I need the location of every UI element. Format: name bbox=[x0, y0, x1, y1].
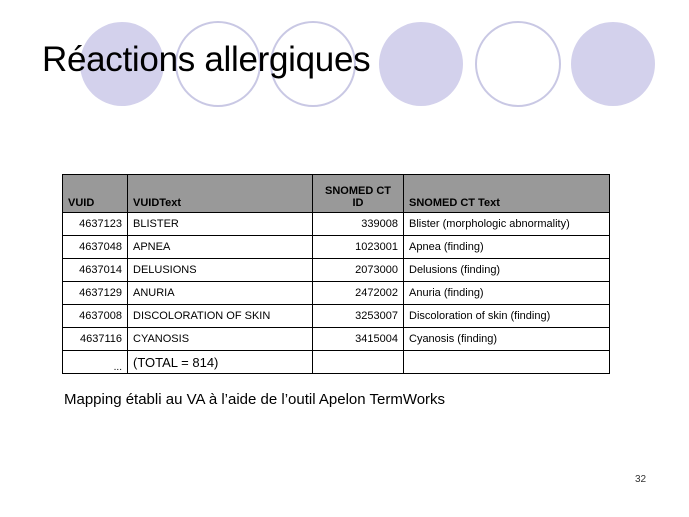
cell-vuid-text: CYANOSIS bbox=[128, 328, 313, 351]
cell-vuid-text: DISCOLORATION OF SKIN bbox=[128, 305, 313, 328]
cell-snomed-id: 339008 bbox=[313, 213, 404, 236]
cell-vuid-text: DELUSIONS bbox=[128, 259, 313, 282]
header-snomed-id bbox=[313, 175, 404, 213]
header-vuid-text: VUIDText bbox=[128, 175, 313, 213]
cell-snomed-id: 2472002 bbox=[313, 282, 404, 305]
table-row bbox=[63, 282, 610, 305]
cell-snomed-text: Anuria (finding) bbox=[404, 282, 610, 305]
table-row bbox=[63, 305, 610, 328]
circle-6 bbox=[571, 22, 655, 106]
cell-snomed-text: Apnea (finding) bbox=[404, 236, 610, 259]
cell-ellipsis: ... bbox=[63, 351, 128, 374]
header-snomed-id-label: SNOMED CT ID bbox=[325, 185, 391, 209]
cell-vuid: 4637123 bbox=[63, 213, 128, 236]
mapping-note: Mapping établi au VA à l’aide de l’outil Apelon TermWorks bbox=[64, 391, 446, 408]
cell-empty bbox=[404, 351, 610, 374]
cell-vuid-text: APNEA bbox=[128, 236, 313, 259]
cell-snomed-text: Discoloration of skin (finding) bbox=[404, 305, 610, 328]
cell-snomed-id: 1023001 bbox=[313, 236, 404, 259]
table-row bbox=[63, 213, 610, 236]
cell-vuid: 4637008 bbox=[63, 305, 128, 328]
mapping-table bbox=[62, 174, 610, 374]
table-total-row bbox=[63, 351, 610, 374]
cell-vuid: 4637129 bbox=[63, 282, 128, 305]
cell-snomed-id: 3253007 bbox=[313, 305, 404, 328]
cell-vuid: 4637014 bbox=[63, 259, 128, 282]
table-row bbox=[63, 259, 610, 282]
cell-snomed-text: Cyanosis (finding) bbox=[404, 328, 610, 351]
slide-title: Réactions allergiques bbox=[42, 40, 371, 79]
circle-4 bbox=[379, 22, 463, 106]
header-snomed-text: SNOMED CT Text bbox=[404, 175, 610, 213]
cell-snomed-id: 3415004 bbox=[313, 328, 404, 351]
header-vuid: VUID bbox=[63, 175, 128, 213]
cell-snomed-text: Blister (morphologic abnormality) bbox=[404, 213, 610, 236]
cell-empty bbox=[313, 351, 404, 374]
table-row bbox=[63, 236, 610, 259]
table-row bbox=[63, 328, 610, 351]
cell-vuid-text: BLISTER bbox=[128, 213, 313, 236]
cell-vuid: 4637048 bbox=[63, 236, 128, 259]
cell-total: (TOTAL = 814) bbox=[128, 351, 313, 374]
cell-vuid: 4637116 bbox=[63, 328, 128, 351]
cell-snomed-id: 2073000 bbox=[313, 259, 404, 282]
circle-5 bbox=[476, 22, 560, 106]
table-header-row bbox=[63, 175, 610, 213]
page-number: 32 bbox=[635, 474, 647, 485]
cell-vuid-text: ANURIA bbox=[128, 282, 313, 305]
cell-snomed-text: Delusions (finding) bbox=[404, 259, 610, 282]
